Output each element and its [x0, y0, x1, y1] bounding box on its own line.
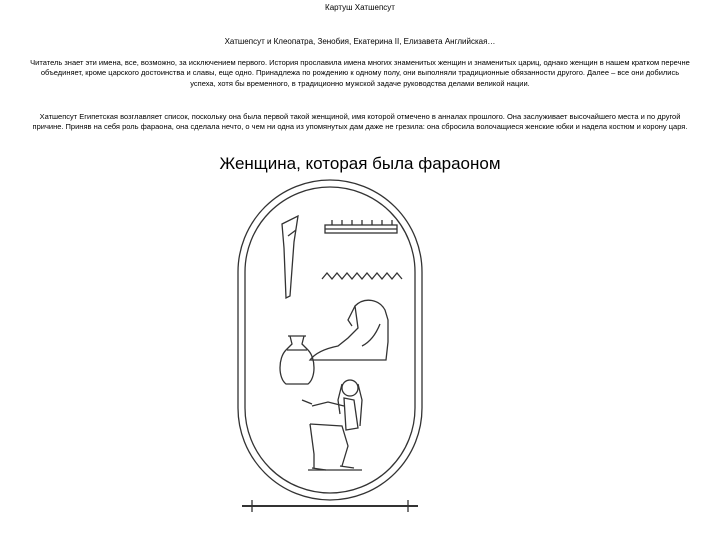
water-glyph: [322, 273, 402, 279]
vase-glyph: [280, 336, 314, 384]
seated-figure-glyph: [302, 380, 362, 470]
game-board-glyph: [325, 220, 397, 233]
lion-glyph: [310, 300, 388, 360]
chapter-title: Женщина, которая была фараоном: [219, 154, 501, 173]
document-heading: Картуш Хатшепсут: [325, 3, 395, 12]
paragraph-2: Хатшепсут Египетская возглавляет список, поскольку она была первой такой женщиной, имя которой отмечено в анналах прошлого. Она заслуживает высочайшего места и по другой причине. Приняв на себя роль фараона, она сделала нечто, о чем ни одна из упомянутых дам даже не грезила: она сбросила волочащиеся женские юбки и надела костюм и корону царя.: [32, 112, 688, 132]
paragraph-1: Читатель знает эти имена, все, возможно, за исключением первого. История прославила имена многих знаменитых женщин и знаменитых цариц, однако женщин в нашем кратком перечне объединяет, кроме царского достоинства и славы, еще одно. Принадлежа по рождению к одному полу, они выполняли традиционные обязанности другого. Далее – все они добились успеха, хотя бы временного, в традиционно мужской задаче руководства делами великой нации.: [30, 58, 690, 88]
intro-subtitle: Хатшепсут и Клеопатра, Зенобия, Екатерина II, Елизавета Английская…: [224, 37, 496, 46]
cartouche-outer-frame: [238, 180, 422, 500]
cartouche-illustration: [230, 178, 430, 528]
reed-glyph: [282, 216, 298, 298]
